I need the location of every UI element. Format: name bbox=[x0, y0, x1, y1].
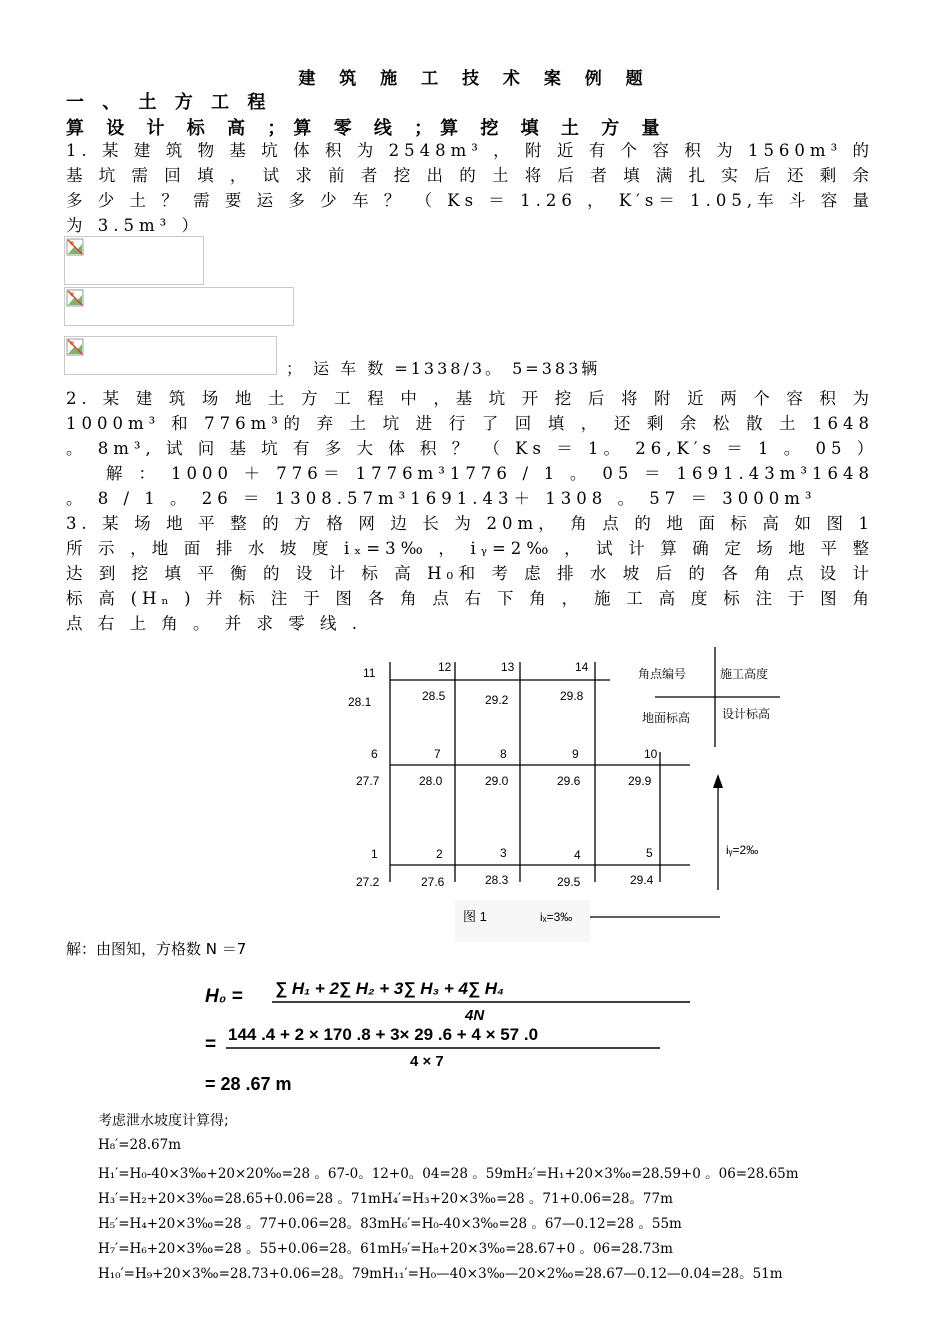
ground-elev-13: 29.2 bbox=[485, 693, 509, 707]
formula-sub-denominator: 4 × 7 bbox=[410, 1053, 444, 1070]
question-3: 3. 某 场 地 平 整 的 方 格 网 边 长 为 20m， 角 点 的 地 面 标 高 如 图 1 所 示 ，地 面 排 水 坡 度 iₓ=3‰ ， iᵧ=2‰ ， 试 计 算 确 定 场 地 平 整 达 到 挖 填 平 衡 的 设 计 标 高 H₀和 考 虑 排 水 坡 后 的 各 角 点 设 计 标 高 (Hₙ ) 并 标 注 于 图 各 角 点 右 下 角 ， 施 工 高 度 标 注 于 图 角 点 右 上 角 。 并 求 零 线 . bbox=[66, 514, 874, 633]
corner-id-1: 1 bbox=[371, 847, 378, 861]
calc-line-4: H₅′=H₄+20×3‰=28 。77+0.06=28。83mH₆′=H₀-40×3‰=28 。67—0.12=28 。55m bbox=[98, 1216, 682, 1232]
solution-intro: 解：由图知，方格数 N ＝7 bbox=[66, 940, 247, 958]
corner-id-3: 3 bbox=[500, 846, 507, 860]
ground-elev-7: 28.0 bbox=[419, 774, 443, 788]
slope-ix: iₓ=3‰ bbox=[540, 910, 573, 924]
document-title: 建 筑 施 工 技 术 案 例 题 bbox=[298, 69, 652, 89]
corner-id-2: 2 bbox=[436, 847, 443, 861]
ground-elev-12: 28.5 bbox=[422, 689, 446, 703]
calc-line-3: H₃′=H₂+20×3‰=28.65+0.06=28 。71mH₄′=H₃+20×3‰=28 。71+0.06=28。77m bbox=[98, 1191, 673, 1207]
svg-text:=: = bbox=[205, 1034, 217, 1055]
ground-elev-1: 27.2 bbox=[356, 875, 380, 889]
formula-lhs: H₀ = bbox=[205, 986, 243, 1007]
legend-design-elev: 设计标高 bbox=[722, 707, 771, 721]
broken-image-icon bbox=[66, 238, 84, 256]
figure-1-grid bbox=[330, 642, 800, 942]
design-elevation-formula bbox=[200, 972, 720, 1102]
ground-elev-6: 27.7 bbox=[356, 774, 380, 788]
broken-image-1 bbox=[64, 236, 204, 285]
legend-corner-no: 角点编号 bbox=[638, 667, 687, 681]
corner-id-13: 13 bbox=[501, 660, 515, 674]
formula-substitution: 144 .4 + 2 × 170 .8 + 3× 29 .6 + 4 × 57 .0 bbox=[228, 1025, 539, 1044]
ground-elev-11: 28.1 bbox=[348, 695, 372, 709]
broken-image-3 bbox=[64, 336, 277, 375]
broken-image-icon bbox=[66, 289, 84, 307]
corner-id-4: 4 bbox=[574, 848, 581, 862]
corner-id-8: 8 bbox=[500, 747, 507, 761]
legend-ground-elev: 地面标高 bbox=[642, 711, 691, 725]
broken-image-icon bbox=[66, 338, 84, 356]
formula-result: = 28 .67 m bbox=[205, 1074, 292, 1094]
arrow-up-icon bbox=[713, 774, 723, 788]
legend-construction-height: 施工高度 bbox=[720, 667, 769, 681]
corner-id-9: 9 bbox=[572, 747, 579, 761]
calc-line-2: H₁′=H₀-40×3‰+20×20‰=28 。67-0。12+0。04=28 。59mH₂′=H₁+20×3‰=28.59+0 。06=28.65m bbox=[98, 1166, 799, 1182]
corner-id-12: 12 bbox=[438, 660, 452, 674]
ground-elev-3: 28.3 bbox=[485, 873, 509, 887]
ground-elev-5: 29.4 bbox=[630, 873, 654, 887]
calc-line-1: H₈′=28.67m bbox=[98, 1137, 182, 1153]
question-1: 1. 某 建 筑 物 基 坑 体 积 为 2548m³ ， 附 近 有 个 容 积 为 1560m³ 的 基 坑 需 回 填 ， 试 求 前 者 挖 出 的 土 将 后 者 填 满 扎 实 后 还 剩 余 多 少 土 ？ 需 要 运 多 少 车 ？ （ Ks ＝ 1.26 ， K′s＝ 1.05,车 斗 容 量 为 3.5m³ ） bbox=[66, 141, 874, 235]
section-heading: 一 、 土 方 工 程 bbox=[66, 92, 272, 113]
ground-elev-2: 27.6 bbox=[421, 875, 445, 889]
question-1-answer: ； 运 车 数 =1338/3。 5=383辆 bbox=[286, 359, 601, 378]
corner-id-14: 14 bbox=[575, 660, 589, 674]
corner-id-10: 10 bbox=[644, 747, 658, 761]
broken-image-2 bbox=[64, 287, 294, 326]
formula-denominator: 4N bbox=[465, 1007, 485, 1024]
corner-id-7: 7 bbox=[434, 747, 441, 761]
corner-id-5: 5 bbox=[646, 846, 653, 860]
ground-elev-10: 29.9 bbox=[628, 774, 652, 788]
ground-elev-14: 29.8 bbox=[560, 689, 584, 703]
formula-numerator: ∑ H₁ + 2∑ H₂ + 3∑ H₃ + 4∑ H₄ bbox=[275, 979, 504, 998]
calc-line-5: H₇′=H₆+20×3‰=28 。55+0.06=28。61mH₉′=H₈+20×3‰=28.67+0 。06=28.73m bbox=[98, 1241, 673, 1257]
subsection-heading: 算 设 计 标 高 ；算 零 线 ；算 挖 填 土 方 量 bbox=[66, 118, 668, 139]
question-2: 2. 某 建 筑 场 地 土 方 工 程 中 ，基 坑 开 挖 后 将 附 近 两 个 容 积 为 1000m³ 和 776m³的 弃 土 坑 进 行 了 回 填 ， 还 剩 余 松 散 土 1648 。 8m³, 试 问 基 坑 有 多 大 体 积 ？ （ Ks ＝ 1。 26,K′s ＝ 1 。 05 ） bbox=[66, 389, 879, 458]
ground-elev-8: 29.0 bbox=[485, 774, 509, 788]
figure-caption: 图 1 bbox=[463, 909, 487, 924]
corner-id-11: 11 bbox=[363, 666, 376, 680]
calc-line-6: H₁₀′=H₉+20×3‰=28.73+0.06=28。79mH₁₁′=H₀—40×3‰—20×2‰=28.67—0.12—0.04=28。51m bbox=[98, 1266, 783, 1282]
ground-elev-4: 29.5 bbox=[557, 875, 581, 889]
slope-iy: iᵧ=2‰ bbox=[726, 843, 759, 857]
calc-heading: 考虑泄水坡度计算得; bbox=[98, 1113, 229, 1129]
corner-id-6: 6 bbox=[371, 747, 378, 761]
ground-elev-9: 29.6 bbox=[557, 774, 581, 788]
question-2-solution: 解 ： 1000 ＋ 776＝ 1776m³1776 / 1 。 05 ＝ 1691.43m³1648 。 8 / 1 。 26 ＝ 1308.57m³1691.43＋ 1308 。 57 ＝ 3000m³ bbox=[66, 464, 874, 508]
